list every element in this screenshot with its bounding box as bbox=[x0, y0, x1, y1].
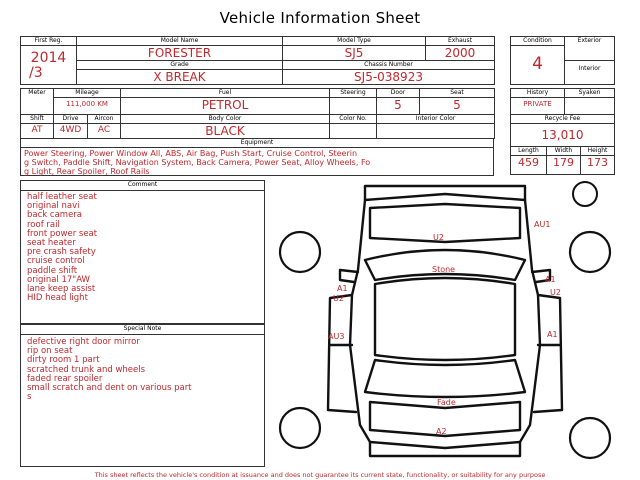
comment-line: HID head light bbox=[27, 293, 88, 304]
vehicle-identity-table bbox=[20, 36, 495, 85]
equipment-line: Power Steering, Power Window All, ABS, Air Bag, Push Start, Cruise Control, Steerin bbox=[24, 149, 358, 158]
seat-cell bbox=[420, 89, 495, 115]
sheet-title: Vehicle Information Sheet bbox=[219, 9, 421, 27]
special-note-line: defective right door mirror bbox=[27, 337, 140, 347]
comment-line: pre crash safety bbox=[27, 247, 96, 258]
exhaust-value: 2000 bbox=[444, 46, 476, 60]
comment-line: paddle shift bbox=[27, 265, 78, 276]
recycle-cell bbox=[511, 115, 615, 147]
body-color-cell bbox=[121, 115, 330, 139]
mark-u2-top: U2 bbox=[433, 233, 444, 242]
special-note-line: scratched trunk and wheels bbox=[27, 364, 146, 375]
comment-line: original navi bbox=[27, 201, 80, 212]
shift-value: AT bbox=[31, 125, 43, 135]
comment-line: front power seat bbox=[27, 228, 98, 239]
car-damage-diagram bbox=[270, 180, 625, 470]
special-note-line: dirty room 1 part bbox=[27, 355, 100, 366]
comment-line: original 17"AW bbox=[27, 274, 90, 285]
condition-table bbox=[510, 36, 615, 85]
history-label: History bbox=[511, 89, 564, 98]
length-label: Length bbox=[511, 147, 546, 156]
history-value: PRIVATE bbox=[523, 100, 552, 108]
body-color-label: Body Color bbox=[121, 115, 329, 124]
drive-label: Drive bbox=[54, 115, 87, 124]
first-reg-year: 2014 bbox=[30, 50, 67, 66]
mark-fade: Fade bbox=[437, 398, 456, 407]
model-name-value: FORESTER bbox=[147, 46, 212, 60]
steering-cell bbox=[330, 89, 377, 115]
width-cell bbox=[547, 147, 581, 175]
mileage-cell bbox=[54, 89, 121, 115]
dimensions-table bbox=[510, 146, 615, 175]
car-roof bbox=[375, 278, 515, 360]
model-type-cell bbox=[283, 37, 426, 61]
comment-line: cruise control bbox=[27, 256, 85, 267]
drive-cell bbox=[54, 115, 88, 139]
color-no-cell bbox=[330, 115, 377, 139]
model-name-cell bbox=[77, 37, 283, 61]
mark-au1: AU1 bbox=[534, 220, 551, 229]
interior-cell bbox=[565, 61, 615, 85]
car-body-outline bbox=[350, 194, 540, 448]
comment-label: Comment bbox=[21, 181, 264, 191]
wheel-rear-left bbox=[280, 408, 320, 448]
comment-line: seat heater bbox=[27, 238, 76, 249]
chassis-value: SJ5-038923 bbox=[354, 70, 423, 84]
mark-a1-right-top: A1 bbox=[545, 275, 556, 284]
meter-label: Meter bbox=[28, 89, 46, 96]
interior-label: Interior bbox=[578, 65, 601, 72]
meter-cell bbox=[21, 89, 54, 115]
grade-value: X BREAK bbox=[153, 70, 206, 84]
model-type-value: SJ5 bbox=[344, 46, 364, 60]
aircon-value: AC bbox=[97, 125, 111, 135]
shift-cell bbox=[21, 115, 54, 139]
recycle-value: 13,010 bbox=[541, 128, 584, 142]
seat-value: 5 bbox=[453, 98, 461, 112]
wheel-front-left bbox=[280, 232, 320, 272]
exterior-label: Exterior bbox=[577, 37, 602, 44]
syaken-label: Syaken bbox=[565, 89, 614, 98]
fuel-label: Fuel bbox=[121, 89, 329, 98]
body-color-value: BLACK bbox=[205, 124, 245, 138]
exhaust-cell bbox=[426, 37, 495, 61]
seat-label: Seat bbox=[420, 89, 494, 98]
height-label: Height bbox=[581, 147, 614, 156]
special-note-line: s bbox=[27, 392, 32, 403]
comment-line: back camera bbox=[27, 210, 82, 221]
mark-a1-left: A1 bbox=[337, 284, 348, 293]
mark-a2: A2 bbox=[436, 427, 447, 436]
door-label: Door bbox=[377, 89, 419, 98]
equipment-label: Equipment bbox=[21, 139, 493, 148]
special-note-box bbox=[20, 324, 265, 467]
special-note-line: faded rear spoiler bbox=[27, 373, 103, 384]
interior-color-cell bbox=[377, 115, 495, 139]
comment-line: roof rail bbox=[27, 219, 60, 230]
steering-label: Steering bbox=[330, 89, 376, 98]
comment-box bbox=[20, 180, 265, 324]
mileage-label: Mileage bbox=[54, 89, 120, 98]
mark-u2-right: U2 bbox=[550, 288, 561, 297]
first-reg-cell bbox=[21, 37, 77, 85]
width-value: 179 bbox=[553, 156, 574, 169]
model-type-label: Model Type bbox=[283, 37, 425, 46]
exhaust-label: Exhaust bbox=[426, 37, 494, 46]
recycle-table bbox=[510, 114, 615, 147]
condition-label: Condition bbox=[511, 37, 564, 46]
mark-u2-left: U2 bbox=[333, 294, 344, 303]
grade-label: Grade bbox=[77, 61, 282, 70]
comment-line: lane keep assist bbox=[27, 284, 96, 295]
height-value: 173 bbox=[587, 156, 608, 169]
condition-cell bbox=[511, 37, 565, 85]
disclaimer-footer: This sheet reflects the vehicle's condition at issuance and does not guarantee its current state, functionality, or suitability for any purpose bbox=[94, 471, 546, 479]
first-reg-label: First Reg. bbox=[21, 37, 76, 46]
door-value: 5 bbox=[394, 98, 402, 112]
special-note-line: small scratch and dent on various part bbox=[27, 383, 192, 394]
model-name-label: Model Name bbox=[77, 37, 282, 46]
special-note-line: rip on seat bbox=[27, 346, 73, 357]
first-reg-month: /3 bbox=[29, 65, 43, 81]
comment-line: half leather seat bbox=[27, 192, 97, 202]
length-cell bbox=[511, 147, 547, 175]
chassis-cell bbox=[283, 61, 495, 85]
specs-table bbox=[20, 88, 495, 139]
condition-value: 4 bbox=[532, 54, 543, 74]
mark-a1-right: A1 bbox=[547, 330, 558, 339]
recycle-label: Recycle Fee bbox=[511, 115, 614, 124]
mark-stone: Stone bbox=[432, 265, 456, 274]
aircon-cell bbox=[88, 115, 121, 139]
car-hood bbox=[370, 204, 520, 242]
grade-cell bbox=[77, 61, 283, 85]
history-table bbox=[510, 88, 615, 115]
chassis-label: Chassis Number bbox=[283, 61, 494, 70]
car-rear-window bbox=[365, 360, 525, 397]
length-value: 459 bbox=[518, 156, 539, 169]
fuel-cell bbox=[121, 89, 330, 115]
height-cell bbox=[581, 147, 615, 175]
interior-color-label: Interior Color bbox=[377, 115, 494, 124]
width-label: Width bbox=[547, 147, 580, 156]
mark-au3: AU3 bbox=[328, 332, 345, 341]
special-note-label: Special Note bbox=[21, 325, 264, 335]
door-cell bbox=[377, 89, 420, 115]
wheel-spare bbox=[573, 182, 597, 206]
equipment-line: g Switch, Paddle Shift, Navigation System, Back Camera, Power Seat, Alloy Wheels, Fo bbox=[24, 158, 371, 167]
fuel-value: PETROL bbox=[201, 98, 249, 112]
history-cell bbox=[511, 89, 565, 115]
aircon-label: Aircon bbox=[88, 115, 120, 124]
drive-value: 4WD bbox=[59, 125, 82, 135]
wheel-rear-right bbox=[570, 418, 610, 458]
mileage-value: 111,000 KM bbox=[66, 100, 108, 108]
wheel-front-right bbox=[570, 232, 610, 272]
syaken-cell bbox=[565, 89, 615, 115]
shift-label: Shift bbox=[21, 115, 53, 124]
equipment-line: g Light, Rear Spoiler, Roof Rails bbox=[24, 167, 150, 176]
equipment-box bbox=[20, 138, 494, 176]
color-no-label: Color No. bbox=[330, 115, 376, 124]
exterior-cell bbox=[565, 37, 615, 61]
